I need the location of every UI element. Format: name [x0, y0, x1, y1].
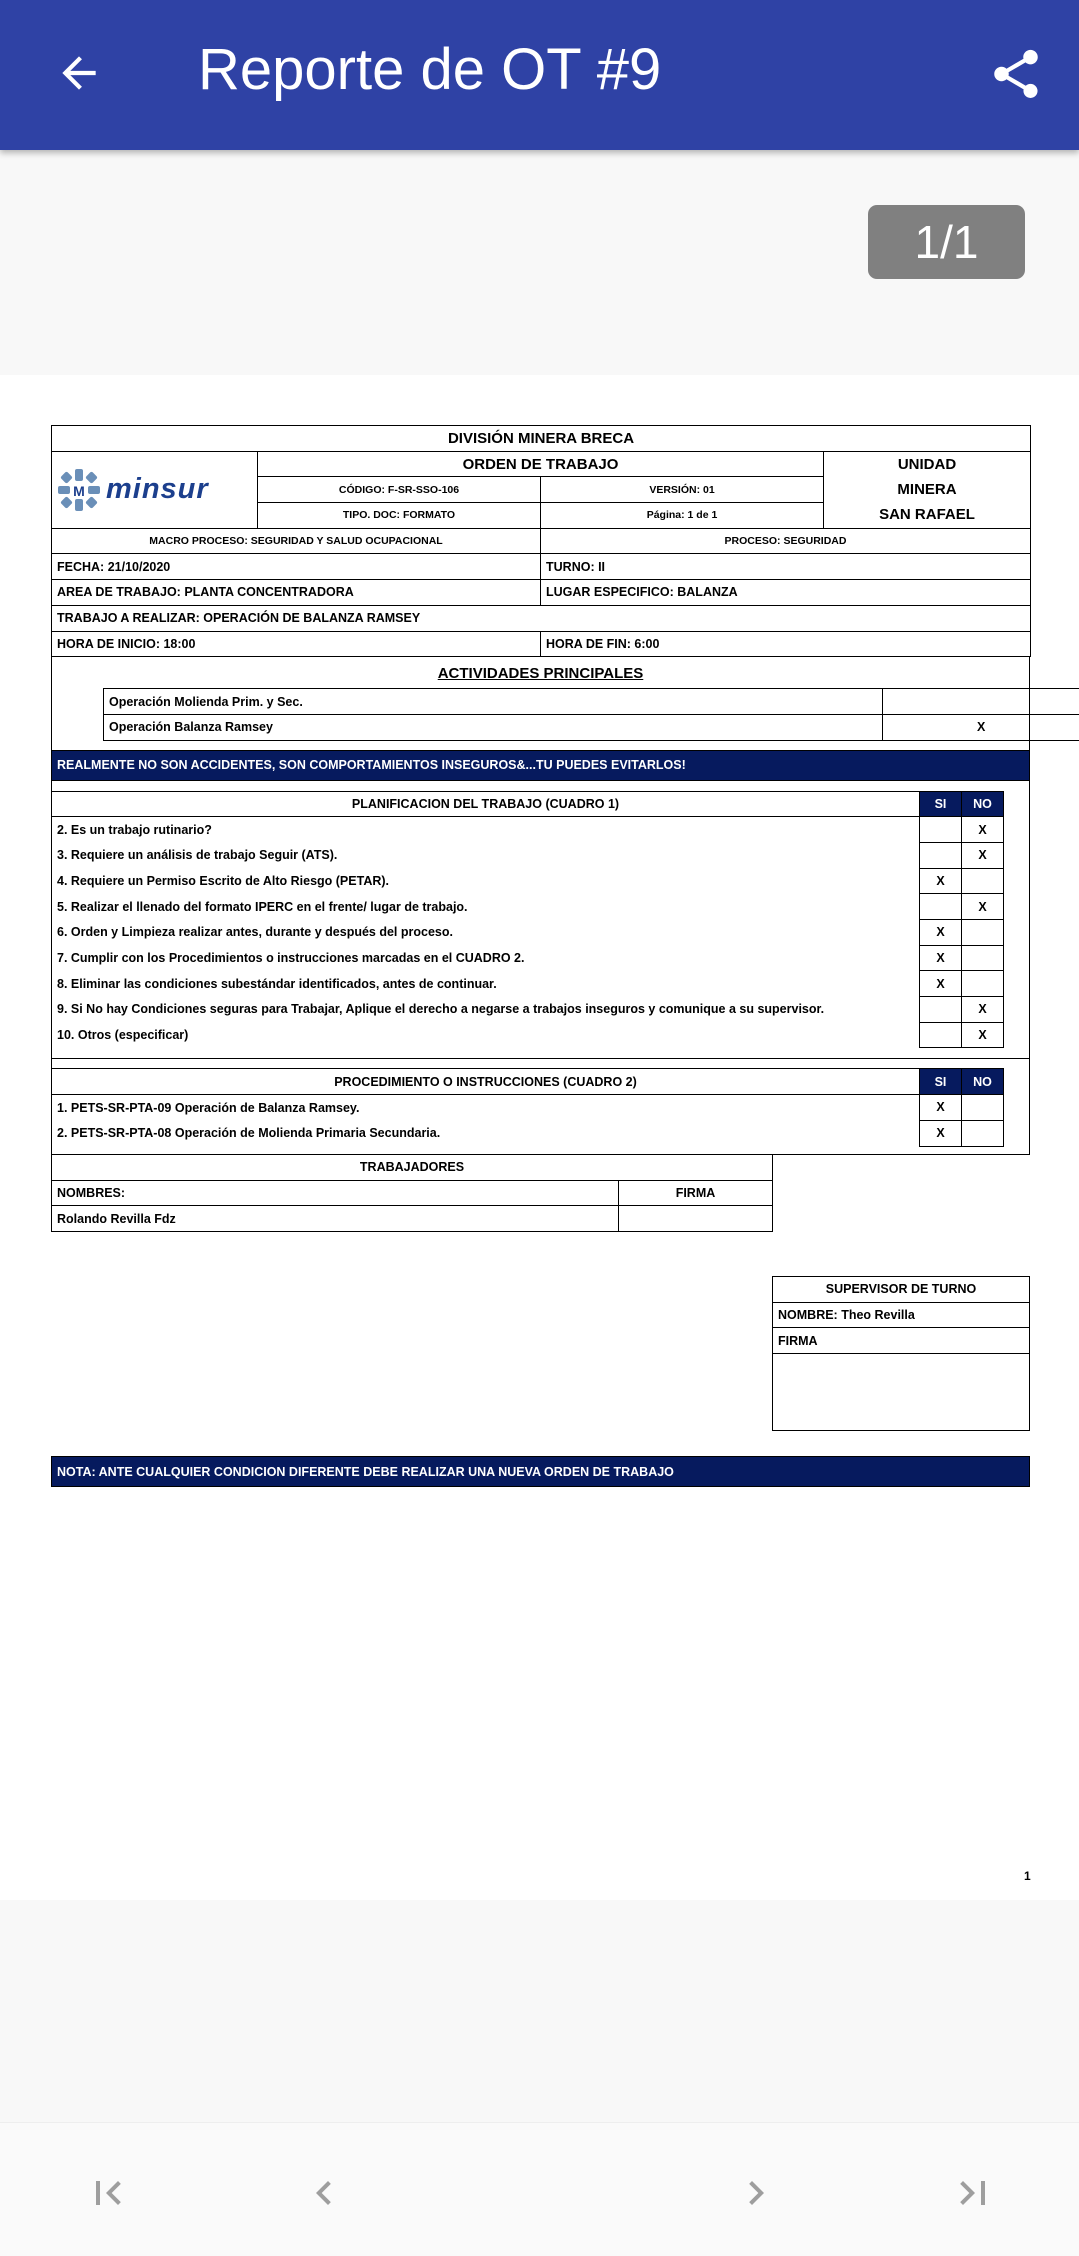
- table-row: 8. Eliminar las condiciones subestándar identificados, antes de continuar. X: [52, 971, 1004, 997]
- table-row: 4. Requiere un Permiso Escrito de Alto Riesgo (PETAR). X: [52, 868, 1004, 894]
- first-page-icon: [84, 2169, 132, 2217]
- cuadro-2-table: [52, 1068, 1004, 1146]
- page-number: 1: [1024, 1869, 1031, 1883]
- back-button[interactable]: [44, 38, 114, 108]
- app-bar: [0, 0, 1079, 150]
- table-row: 6. Orden y Limpieza realizar antes, durante y después del proceso. X: [52, 920, 1004, 946]
- fecha: FECHA: 21/10/2020: [52, 554, 541, 580]
- safety-banner: REALMENTE NO SON ACCIDENTES, SON COMPORTAMIENTOS INSEGUROS&...TU PUEDES EVITARLOS!: [51, 750, 1030, 781]
- arrow-left-icon: [54, 48, 104, 98]
- table-row: Rolando Revilla Fdz: [52, 1206, 773, 1232]
- actividades-title: ACTIVIDADES PRINCIPALES: [437, 665, 644, 683]
- svg-text:M: M: [73, 482, 85, 499]
- no-header: NO: [962, 1069, 1004, 1095]
- header-table: [51, 425, 1031, 657]
- cuadro-1-table: [52, 791, 1004, 1049]
- list-item: Operación Molienda Prim. y Sec.: [104, 689, 1079, 715]
- turno: TURNO: II: [541, 554, 1031, 580]
- first-page-button[interactable]: [78, 2163, 138, 2223]
- trabajadores-table: [51, 1155, 773, 1233]
- macro-proceso: MACRO PROCESO: SEGURIDAD Y SALUD OCUPACIONAL: [52, 528, 541, 554]
- table-row: 5. Realizar el llenado del formato IPERC en el frente/ lugar de trabajo. X: [52, 894, 1004, 920]
- si-header: SI: [920, 1069, 962, 1095]
- cuadro-2: [51, 1058, 1030, 1154]
- minsur-logo-icon: [56, 467, 102, 513]
- pager-bar: [0, 2122, 1079, 2256]
- last-page-icon: [949, 2169, 997, 2217]
- supervisor-nombre: NOMBRE: Theo Revilla: [773, 1302, 1030, 1328]
- table-row: 7. Cumplir con los Procedimientos o instrucciones marcadas en el CUADRO 2. X: [52, 945, 1004, 971]
- form-title: ORDEN DE TRABAJO: [258, 451, 824, 477]
- version: VERSIÓN: 01: [541, 477, 824, 503]
- supervisor-firma-label: FIRMA: [773, 1328, 1030, 1354]
- si-header: SI: [920, 791, 962, 817]
- supervisor-title: SUPERVISOR DE TURNO: [773, 1277, 1030, 1303]
- proceso: PROCESO: SEGURIDAD: [541, 528, 1031, 554]
- cuadro-1: [51, 781, 1030, 1059]
- pagina: Página: 1 de 1: [541, 503, 824, 529]
- unidad-cell: UNIDAD MINERA SAN RAFAEL: [824, 451, 1031, 528]
- lugar-especifico: LUGAR ESPECIFICO: BALANZA: [541, 580, 1031, 606]
- trabajo-a-realizar: TRABAJO A REALIZAR: OPERACIÓN DE BALANZA RAMSEY: [52, 605, 1031, 631]
- hora-inicio: HORA DE INICIO: 18:00: [52, 631, 541, 657]
- firma-label: FIRMA: [619, 1180, 773, 1206]
- chevron-left-icon: [300, 2169, 348, 2217]
- list-item: Operación Balanza Ramsey X: [104, 714, 1079, 740]
- no-header: NO: [962, 791, 1004, 817]
- pdf-page[interactable]: [0, 375, 1079, 1900]
- table-row: 3. Requiere un análisis de trabajo Seguir (ATS). X: [52, 842, 1004, 868]
- chevron-right-icon: [732, 2169, 780, 2217]
- actividades-table: [103, 688, 1079, 740]
- share-icon: [987, 45, 1045, 103]
- table-row: 2. Es un trabajo rutinario? X: [52, 817, 1004, 843]
- actividades-section: [51, 657, 1030, 749]
- page-indicator: 1/1: [868, 205, 1025, 279]
- nota-banner: NOTA: ANTE CUALQUIER CONDICION DIFERENTE DEBE REALIZAR UNA NUEVA ORDEN DE TRABAJO: [51, 1456, 1030, 1487]
- previous-page-button[interactable]: [294, 2163, 354, 2223]
- tipo-doc: TIPO. DOC: FORMATO: [258, 503, 541, 529]
- table-row: 9. Si No hay Condiciones seguras para Trabajar, Aplique el derecho a negarse a trabajos inseguros y comunique a su supervisor. X: [52, 997, 1004, 1023]
- nombres-label: NOMBRES:: [52, 1180, 619, 1206]
- work-order-document: [51, 425, 1030, 1487]
- codigo: CÓDIGO: F-SR-SSO-106: [258, 477, 541, 503]
- trabajadores-title: TRABAJADORES: [52, 1155, 773, 1181]
- table-row: 2. PETS-SR-PTA-08 Operación de Molienda Primaria Secundaria. X: [52, 1120, 1004, 1146]
- next-page-button[interactable]: [726, 2163, 786, 2223]
- share-button[interactable]: [980, 38, 1052, 110]
- table-row: 10. Otros (especificar) X: [52, 1022, 1004, 1048]
- supervisor-firma-box: [773, 1354, 1030, 1431]
- supervisor-table: [772, 1276, 1030, 1431]
- page-title: Reporte de OT #9: [198, 37, 662, 102]
- division-title: DIVISIÓN MINERA BRECA: [52, 426, 1031, 452]
- table-row: 1. PETS-SR-PTA-09 Operación de Balanza Ramsey. X: [52, 1095, 1004, 1121]
- hora-fin: HORA DE FIN: 6:00: [541, 631, 1031, 657]
- last-page-button[interactable]: [943, 2163, 1003, 2223]
- area-trabajo: AREA DE TRABAJO: PLANTA CONCENTRADORA: [52, 580, 541, 606]
- cuadro-1-title: PLANIFICACION DEL TRABAJO (CUADRO 1): [52, 791, 920, 817]
- logo: M minsur: [52, 451, 258, 528]
- cuadro-2-title: PROCEDIMIENTO O INSTRUCCIONES (CUADRO 2): [52, 1069, 920, 1095]
